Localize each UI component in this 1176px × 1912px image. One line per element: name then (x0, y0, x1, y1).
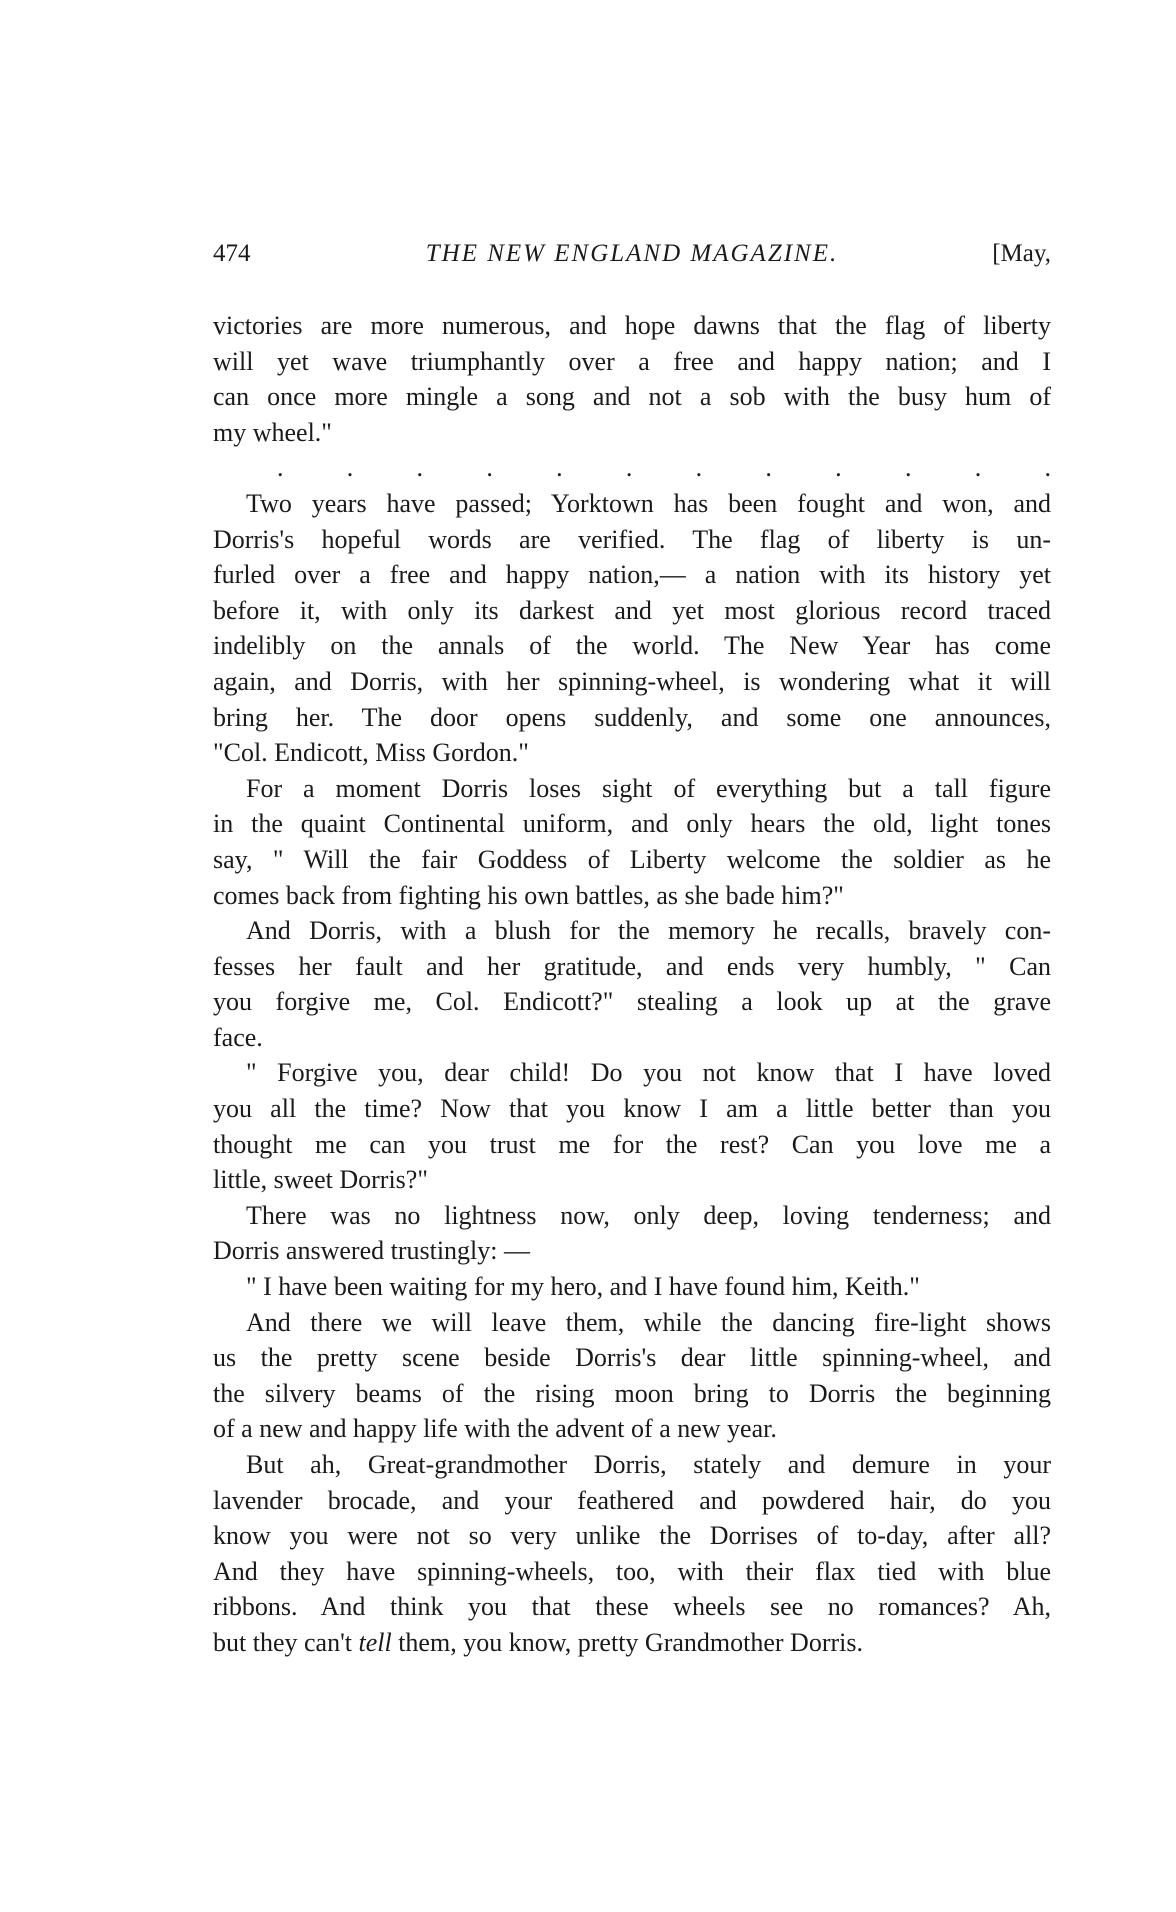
text-line: my wheel." (213, 417, 332, 447)
text-line: For a moment Dorris loses sight of everything but a tall figure (246, 773, 1051, 803)
text-line: indelibly on the annals of the world. The New Year has come (213, 631, 1051, 661)
text-line: in the quaint Continental uniform, and only hears the old, light tones (213, 809, 1051, 839)
text-line: " I have been waiting for my hero, and I have found him, Keith." (246, 1272, 920, 1302)
text-line: ribbons. And think you that these wheels see no romances? Ah, (213, 1592, 1051, 1622)
text-line: bring her. The door opens suddenly, and some one announces, (213, 702, 1051, 732)
text-line: " Forgive you, dear child! Do you not know that I have loved (246, 1058, 1051, 1088)
text-line: you all the time? Now that you know I am a little better than you (213, 1094, 1051, 1124)
text-line: know you were not so very unlike the Dorrises of to-day, after all? (213, 1521, 1051, 1551)
text-line: victories are more numerous, and hope dawns that the flag of liberty (213, 311, 1051, 340)
text-line: And there we will leave them, while the dancing fire-light shows (246, 1307, 1051, 1337)
text-line: us the pretty scene beside Dorris's dear little spinning-wheel, and (213, 1343, 1051, 1373)
text-line: little, sweet Dorris?" (213, 1165, 428, 1195)
section-break-dots: . . . . . . . . . . . . (277, 453, 1051, 483)
italic-text: tell (358, 1627, 392, 1657)
running-header (213, 240, 1051, 276)
text-line: will yet wave triumphantly over a free and happy nation; and I (213, 346, 1051, 376)
text-line: There was no lightness now, only deep, loving tenderness; and (246, 1200, 1051, 1230)
text-line: thought me can you trust me for the rest? Can you love me a (213, 1129, 1051, 1159)
text-line: And they have spinning-wheels, too, with their flax tied with blue (213, 1556, 1051, 1586)
text-line (213, 1625, 1051, 1661)
journal-title: THE NEW ENGLAND MAGAZINE. (425, 240, 839, 267)
text-line: fesses her fault and her gratitude, and ends very humbly, " Can (213, 951, 1051, 981)
text-line: And Dorris, with a blush for the memory he recalls, bravely con- (246, 916, 1051, 946)
text-line: Dorris answered trustingly: — (213, 1236, 531, 1266)
text-line: before it, with only its darkest and yet most glorious record traced (213, 595, 1051, 625)
text-line: of a new and happy life with the advent of a new year. (213, 1414, 777, 1444)
issue-month: [May, (992, 240, 1051, 267)
text-line: the silvery beams of the rising moon bring to Dorris the beginning (213, 1378, 1051, 1408)
text-line: Two years have passed; Yorktown has been fought and won, and (246, 488, 1051, 518)
text-line: furled over a free and happy nation,— a nation with its history yet (213, 560, 1051, 590)
text-line: face. (213, 1022, 263, 1052)
text-line: But ah, Great-grandmother Dorris, stately and demure in your (246, 1450, 1051, 1479)
page-number: 474 (213, 240, 251, 267)
text-segment: but they can't (213, 1627, 359, 1657)
text-line: say, " Will the fair Goddess of Liberty welcome the soldier as he (213, 844, 1051, 874)
text-line: Dorris's hopeful words are verified. The flag of liberty is un- (213, 524, 1051, 554)
text-segment: them, you know, pretty Grandmother Dorris. (391, 1627, 863, 1657)
text-line: you forgive me, Col. Endicott?" stealing a look up at the grave (213, 987, 1051, 1017)
article-body (213, 308, 1051, 1661)
text-line: lavender brocade, and your feathered and powdered hair, do you (213, 1485, 1051, 1515)
text-line: again, and Dorris, with her spinning-wheel, is wondering what it will (213, 666, 1051, 696)
text-line: can once more mingle a song and not a sob with the busy hum of (213, 382, 1051, 412)
text-line: "Col. Endicott, Miss Gordon." (213, 738, 529, 768)
text-line: comes back from fighting his own battles, as she bade him?" (213, 880, 844, 910)
